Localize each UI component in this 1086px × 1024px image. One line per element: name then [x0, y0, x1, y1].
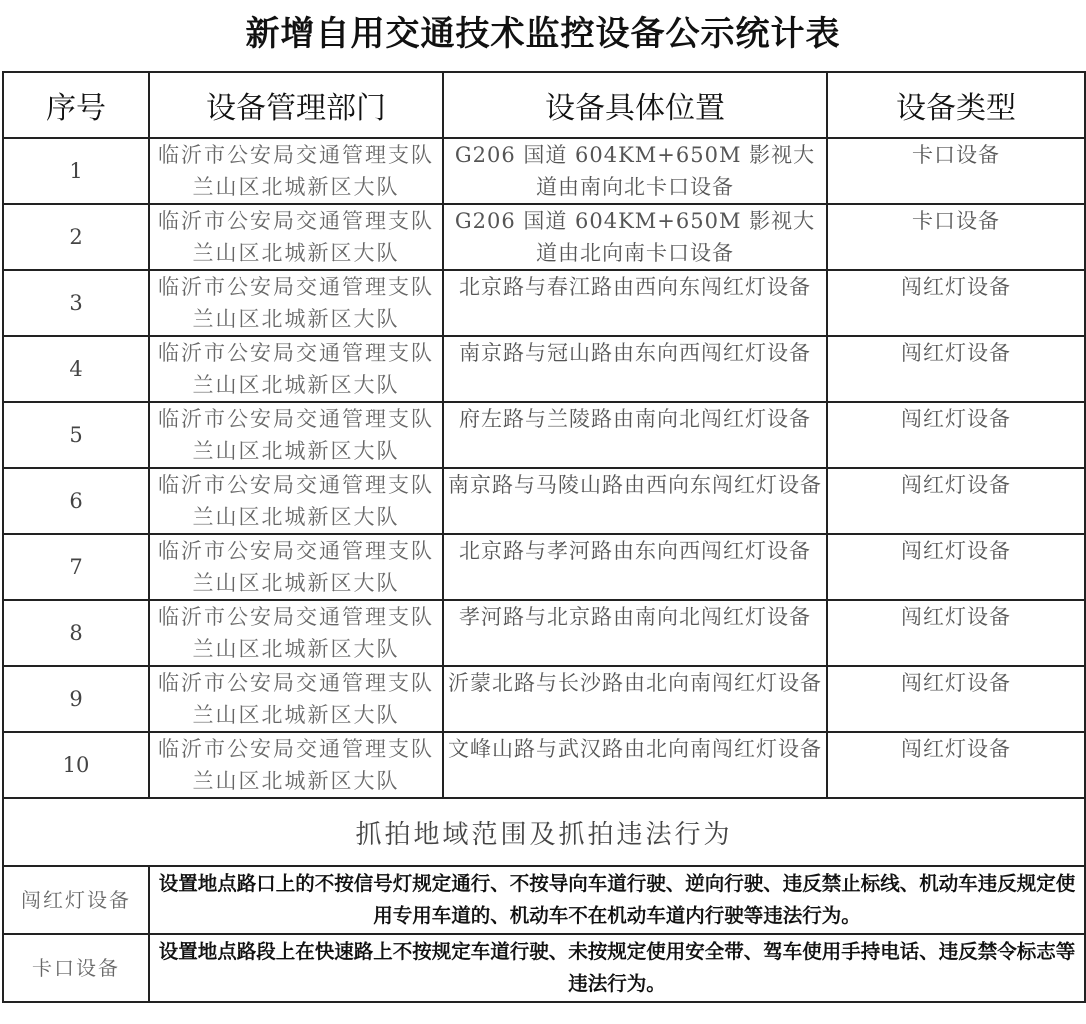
description-label: 闯红灯设备	[3, 866, 149, 934]
section-title: 抓拍地域范围及抓拍违法行为	[3, 798, 1085, 866]
seq-cell: 9	[3, 666, 149, 732]
type-cell: 闯红灯设备	[827, 270, 1085, 336]
table-header-row	[3, 72, 1085, 138]
location-cell: 北京路与孝河路由东向西闯红灯设备	[443, 534, 827, 600]
table-row	[3, 666, 1085, 732]
dept-cell: 临沂市公安局交通管理支队兰山区北城新区大队	[149, 732, 443, 798]
table-row	[3, 732, 1085, 798]
type-cell: 闯红灯设备	[827, 468, 1085, 534]
dept-cell: 临沂市公安局交通管理支队兰山区北城新区大队	[149, 600, 443, 666]
seq-cell: 2	[3, 204, 149, 270]
table-row	[3, 204, 1085, 270]
dept-cell: 临沂市公安局交通管理支队兰山区北城新区大队	[149, 666, 443, 732]
description-row	[3, 866, 1085, 934]
header-location: 设备具体位置	[443, 72, 827, 138]
table-row	[3, 270, 1085, 336]
seq-cell: 1	[3, 138, 149, 204]
table-row	[3, 138, 1085, 204]
type-cell: 闯红灯设备	[827, 732, 1085, 798]
dept-cell: 临沂市公安局交通管理支队兰山区北城新区大队	[149, 336, 443, 402]
location-cell: 沂蒙北路与长沙路由北向南闯红灯设备	[443, 666, 827, 732]
dept-cell: 临沂市公安局交通管理支队兰山区北城新区大队	[149, 138, 443, 204]
seq-cell: 6	[3, 468, 149, 534]
type-cell: 卡口设备	[827, 138, 1085, 204]
description-label: 卡口设备	[3, 934, 149, 1002]
section-row	[3, 798, 1085, 866]
dept-cell: 临沂市公安局交通管理支队兰山区北城新区大队	[149, 402, 443, 468]
location-cell: 孝河路与北京路由南向北闯红灯设备	[443, 600, 827, 666]
dept-cell: 临沂市公安局交通管理支队兰山区北城新区大队	[149, 204, 443, 270]
seq-cell: 8	[3, 600, 149, 666]
table-row	[3, 468, 1085, 534]
header-type: 设备类型	[827, 72, 1085, 138]
page-title: 新增自用交通技术监控设备公示统计表	[245, 14, 841, 54]
description-row	[3, 934, 1085, 1002]
dept-cell: 临沂市公安局交通管理支队兰山区北城新区大队	[149, 534, 443, 600]
table-row	[3, 336, 1085, 402]
seq-cell: 5	[3, 402, 149, 468]
seq-cell: 3	[3, 270, 149, 336]
seq-cell: 10	[3, 732, 149, 798]
location-cell: 南京路与冠山路由东向西闯红灯设备	[443, 336, 827, 402]
location-cell: G206 国道 604KM+650M 影视大道由北向南卡口设备	[443, 204, 827, 270]
header-dept: 设备管理部门	[149, 72, 443, 138]
description-text: 设置地点路口上的不按信号灯规定通行、不按导向车道行驶、逆向行驶、违反禁止标线、机动车违反规定使用专用车道的、机动车不在机动车道内行驶等违法行为。	[149, 866, 1085, 934]
description-text: 设置地点路段上在快速路上不按规定车道行驶、未按规定使用安全带、驾车使用手持电话、违反禁令标志等违法行为。	[149, 934, 1085, 1002]
dept-cell: 临沂市公安局交通管理支队兰山区北城新区大队	[149, 468, 443, 534]
header-seq: 序号	[3, 72, 149, 138]
seq-cell: 4	[3, 336, 149, 402]
table-row	[3, 402, 1085, 468]
location-cell: 南京路与马陵山路由西向东闯红灯设备	[443, 468, 827, 534]
location-cell: G206 国道 604KM+650M 影视大道由南向北卡口设备	[443, 138, 827, 204]
type-cell: 闯红灯设备	[827, 402, 1085, 468]
location-cell: 文峰山路与武汉路由北向南闯红灯设备	[443, 732, 827, 798]
table-row	[3, 534, 1085, 600]
type-cell: 闯红灯设备	[827, 534, 1085, 600]
dept-cell: 临沂市公安局交通管理支队兰山区北城新区大队	[149, 270, 443, 336]
type-cell: 闯红灯设备	[827, 336, 1085, 402]
location-cell: 府左路与兰陵路由南向北闯红灯设备	[443, 402, 827, 468]
type-cell: 闯红灯设备	[827, 600, 1085, 666]
seq-cell: 7	[3, 534, 149, 600]
type-cell: 卡口设备	[827, 204, 1085, 270]
type-cell: 闯红灯设备	[827, 666, 1085, 732]
location-cell: 北京路与春江路由西向东闯红灯设备	[443, 270, 827, 336]
table-row	[3, 600, 1085, 666]
device-table	[2, 71, 1086, 1003]
